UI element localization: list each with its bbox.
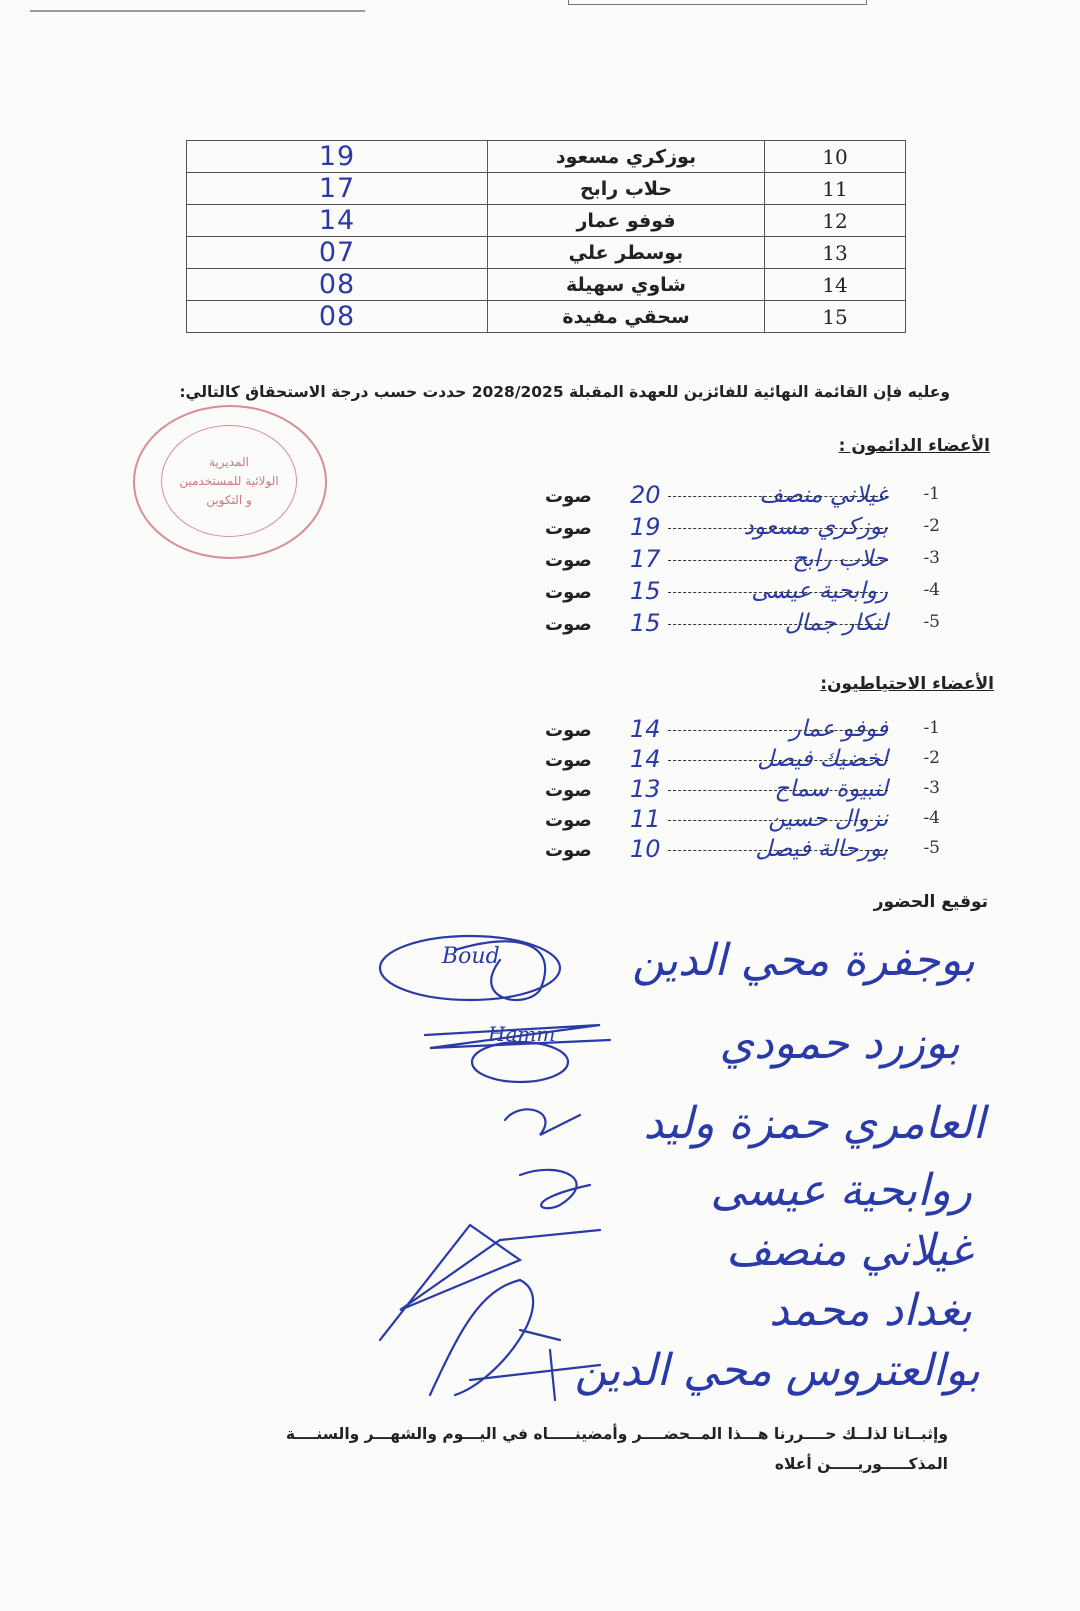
item-index: -1 [923, 718, 940, 738]
item-name: روابحية عيسى [668, 578, 888, 604]
item-unit: صوت [545, 518, 592, 539]
item-score: 13 [630, 775, 661, 803]
attendance-signature-label: توقيع الحضور [873, 892, 988, 912]
attendee-name: العامري حمزة وليد [643, 1098, 985, 1149]
closing-text-line1: وإثبــاتا لذلــك حــــررنا هـــذا المــحضــــر وأمضينـــــاه في اليـــوم والشهـــر والسنــــة [285, 1425, 948, 1443]
item-name: نزوال حسين [668, 806, 888, 832]
permanent-members-heading: الأعضاء الدائمون : [838, 436, 990, 456]
item-index: -5 [923, 838, 940, 858]
item-index: -3 [923, 778, 940, 798]
signature-loop [472, 1042, 568, 1082]
item-score: 19 [630, 513, 661, 541]
number-cell: 14 [765, 269, 906, 301]
signature-stroke [505, 1109, 580, 1135]
item-name: بوزكري مسعود [668, 514, 888, 540]
attendee-name: بوجفرة محي الدين [632, 935, 975, 986]
item-score: 15 [630, 577, 661, 605]
score-cell: 08 [187, 269, 488, 301]
item-unit: صوت [545, 750, 592, 771]
attendee-name: بغداد محمد [769, 1285, 972, 1336]
name-cell: بوسطر علي [488, 237, 765, 269]
item-index: -2 [923, 748, 940, 768]
item-unit: صوت [545, 720, 592, 741]
stamp-line: المديرية [209, 454, 249, 469]
name-cell: حلاب رابح [488, 173, 765, 205]
item-unit: صوت [545, 614, 592, 635]
number-cell: 12 [765, 205, 906, 237]
stamp-line: و التكوين [206, 492, 252, 507]
attendee-name: بوزرد حمودي [719, 1018, 960, 1069]
item-name: حلاب رابح [668, 546, 888, 572]
item-unit: صوت [545, 550, 592, 571]
item-index: -5 [923, 612, 940, 632]
score-cell: 19 [187, 141, 488, 173]
item-score: 20 [630, 481, 661, 509]
item-unit: صوت [545, 780, 592, 801]
item-unit: صوت [545, 840, 592, 861]
signature-stroke [380, 1225, 600, 1340]
stamp-line: الولائية للمستخدمين [179, 473, 279, 488]
item-index: -2 [923, 516, 940, 536]
item-score: 15 [630, 609, 661, 637]
score-cell: 08 [187, 301, 488, 333]
number-cell: 15 [765, 301, 906, 333]
item-score: 17 [630, 545, 661, 573]
name-cell: سحقي مفيدة [488, 301, 765, 333]
signature-mark: Boud [442, 944, 500, 969]
closing-text-line2: المذكـــــوريـــــن أعلاه [774, 1455, 948, 1473]
name-cell: فوفو عمار [488, 205, 765, 237]
item-name: لنكار جمال [668, 610, 888, 636]
item-score: 14 [630, 715, 661, 743]
attendee-name: روابحية عيسى [710, 1165, 972, 1216]
signature-stroke [520, 1170, 590, 1208]
item-index: -4 [923, 580, 940, 600]
number-cell: 11 [765, 173, 906, 205]
score-cell: 07 [187, 237, 488, 269]
item-index: -1 [923, 484, 940, 504]
reserve-members-heading: الأعضاء الاحتياطيون: [820, 674, 994, 694]
item-unit: صوت [545, 582, 592, 603]
score-cell: 14 [187, 205, 488, 237]
item-index: -4 [923, 808, 940, 828]
item-name: لنبيوة سماح [668, 776, 888, 802]
item-score: 10 [630, 835, 661, 863]
signature-mark: Hamm [488, 1022, 556, 1046]
item-unit: صوت [545, 486, 592, 507]
item-name: لخضيك فيصل [668, 746, 888, 772]
intro-text: وعليه فإن القائمة النهائية للفائزين للعهدة المقبلة 2028/2025 حددت حسب درجة الاستحقاق كالتالي: [179, 383, 950, 401]
name-cell: بوزكري مسعود [488, 141, 765, 173]
number-cell: 10 [765, 141, 906, 173]
item-unit: صوت [545, 810, 592, 831]
attendee-name: غيلاني منصف [726, 1225, 972, 1276]
score-cell: 17 [187, 173, 488, 205]
item-name: بورحالة فيصل [668, 836, 888, 862]
item-score: 11 [630, 805, 661, 833]
item-name: فوفو عمار [668, 716, 888, 742]
item-index: -3 [923, 548, 940, 568]
attendee-name: بوالعتروس محي الدين [574, 1345, 980, 1396]
item-score: 14 [630, 745, 661, 773]
number-cell: 13 [765, 237, 906, 269]
name-cell: شاوي سهيلة [488, 269, 765, 301]
item-name: غيلاني منصف [668, 482, 888, 508]
